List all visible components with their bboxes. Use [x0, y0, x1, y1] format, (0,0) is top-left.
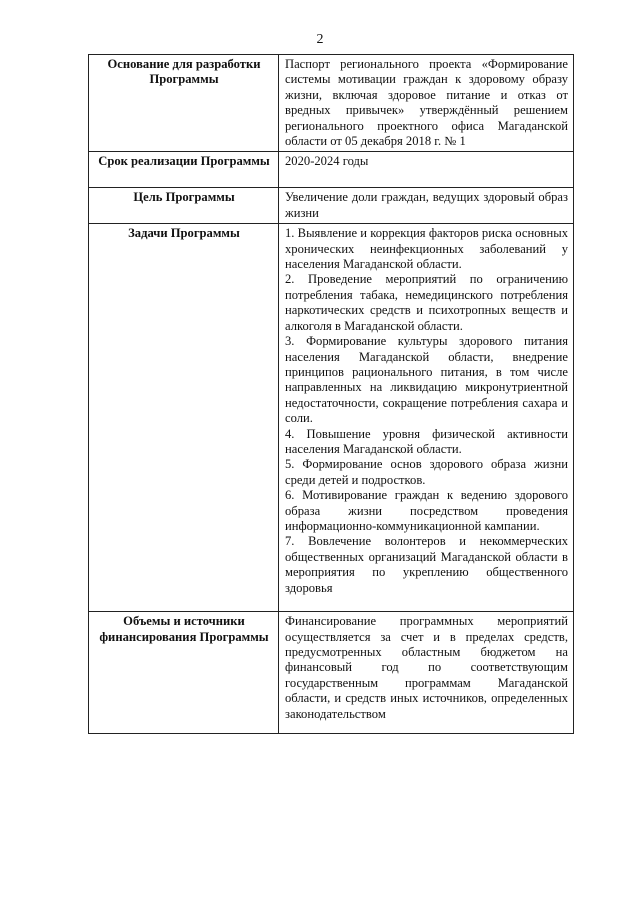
row-value-period: 2020-2024 годы — [279, 152, 574, 188]
table-row-tasks — [89, 224, 574, 612]
row-label-period: Срок реализации Программы — [89, 152, 279, 188]
task-item-2: 2. Проведение мероприятий по ограничению потребления табака, немедицинского потребления наркотических средств и психотропных веществ и алкоголя в Магаданской области. — [285, 272, 568, 333]
row-value-goal: Увеличение доли граждан, ведущих здоровый образ жизни — [279, 188, 574, 224]
table-row-period — [89, 152, 574, 188]
row-label-basis: Основание для разработки Программы — [89, 55, 279, 152]
row-value-funding: Финансирование программных мероприятий осуществляется за счет и в пределах средств, предусмотренных областным бюджетом на финансовый год по соответствующим государственным программам Магаданской области, и средств иных источников, определенных законодательством — [279, 612, 574, 734]
row-label-goal: Цель Программы — [89, 188, 279, 224]
task-item-5: 5. Формирование основ здорового образа жизни среди детей и подростков. — [285, 457, 568, 487]
task-item-3: 3. Формирование культуры здорового питания населения Магаданской области, внедрение принципов рационального питания, в том числе направленных на ликвидацию микронутриентной недостаточности, сокращение потребления сахара и соли. — [285, 334, 568, 426]
table-row-funding — [89, 612, 574, 734]
table-row-goal — [89, 188, 574, 224]
row-label-funding: Объемы и источники финансирования Программы — [89, 612, 279, 734]
row-value-tasks — [279, 224, 574, 612]
page-number: 2 — [316, 32, 324, 47]
row-label-tasks: Задачи Программы — [89, 224, 279, 612]
task-item-4: 4. Повышение уровня физической активности населения Магаданской области. — [285, 426, 568, 456]
row-value-basis: Паспорт регионального проекта «Формирование системы мотивации граждан к здоровому образу жизни, включая здоровое питание и отказ от вредных привычек» утверждённый решением регионального проектного офиса Магаданской области от 05 декабря 2018 г. № 1 — [279, 55, 574, 152]
task-item-6: 6. Мотивирование граждан к ведению здорового образа жизни посредством проведения информационно-коммуникационной кампании. — [285, 488, 568, 533]
program-passport-table — [88, 54, 574, 734]
task-item-7: 7. Вовлечение волонтеров и некоммерческих общественных организаций Магаданской области в мероприятия по укреплению общественного здоровья — [285, 534, 568, 595]
task-item-1: 1. Выявление и коррекция факторов риска основных хронических неинфекционных заболеваний у населения Магаданской области. — [285, 226, 568, 272]
table-row-basis — [89, 55, 574, 152]
